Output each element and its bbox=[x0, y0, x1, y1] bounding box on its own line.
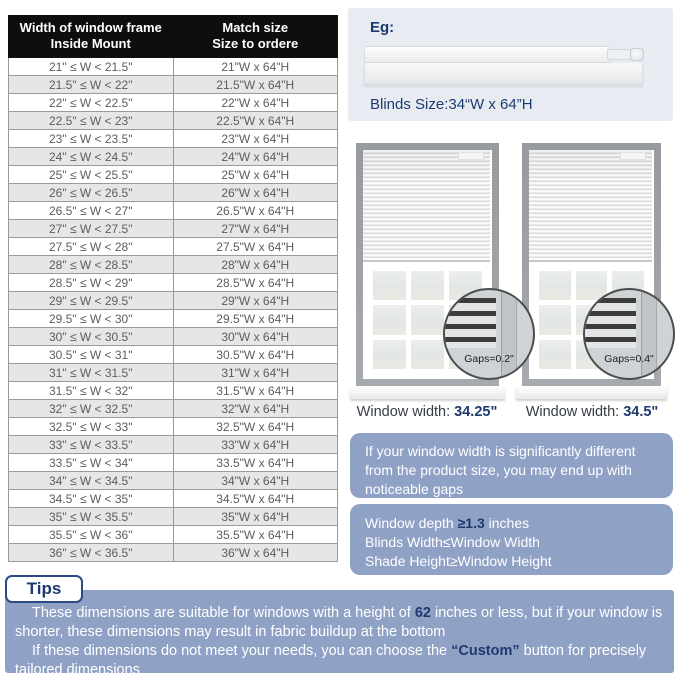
header-row bbox=[9, 16, 338, 58]
size-chart bbox=[8, 15, 338, 562]
width-range-cell: 33" ≤ W < 33.5" bbox=[9, 436, 174, 454]
caption-value: 34.25" bbox=[454, 404, 498, 420]
width-range-cell: 21" ≤ W < 21.5" bbox=[9, 58, 174, 76]
requirement-shade-height: Shade Height≥Window Height bbox=[365, 553, 552, 569]
window-sill bbox=[350, 386, 505, 399]
match-size-cell: 26.5"W x 64"H bbox=[173, 202, 338, 220]
match-size-cell: 24"W x 64"H bbox=[173, 148, 338, 166]
width-range-cell: 26" ≤ W < 26.5" bbox=[9, 184, 174, 202]
example-box bbox=[348, 8, 673, 121]
header-col1-line2: Inside Mount bbox=[50, 36, 131, 51]
magnified-shade-edge bbox=[443, 298, 496, 348]
requirements-box bbox=[350, 504, 673, 575]
size-table-header bbox=[9, 16, 338, 58]
match-size-cell: 27"W x 64"H bbox=[173, 220, 338, 238]
headrail-tension-knob bbox=[630, 48, 644, 61]
width-range-cell: 22.5" ≤ W < 23" bbox=[9, 112, 174, 130]
table-row bbox=[9, 130, 338, 148]
window-caption-2 bbox=[517, 404, 667, 420]
width-range-cell: 31" ≤ W < 31.5" bbox=[9, 364, 174, 382]
table-row bbox=[9, 436, 338, 454]
table-row bbox=[9, 238, 338, 256]
width-range-cell: 24" ≤ W < 24.5" bbox=[9, 148, 174, 166]
match-size-cell: 30.5"W x 64"H bbox=[173, 346, 338, 364]
width-range-cell: 32" ≤ W < 32.5" bbox=[9, 400, 174, 418]
match-size-cell: 36"W x 64"H bbox=[173, 544, 338, 562]
match-size-cell: 33.5"W x 64"H bbox=[173, 454, 338, 472]
requirement-blinds-width: Blinds Width≤Window Width bbox=[365, 534, 540, 550]
headrail-end-cap bbox=[607, 49, 631, 60]
width-range-cell: 22" ≤ W < 22.5" bbox=[9, 94, 174, 112]
width-range-cell: 30.5" ≤ W < 31" bbox=[9, 346, 174, 364]
tips-box bbox=[5, 590, 674, 678]
size-table bbox=[8, 15, 338, 562]
width-range-cell: 27" ≤ W < 27.5" bbox=[9, 220, 174, 238]
match-size-cell: 21.5"W x 64"H bbox=[173, 76, 338, 94]
width-range-cell: 25" ≤ W < 25.5" bbox=[9, 166, 174, 184]
match-size-cell: 29.5"W x 64"H bbox=[173, 310, 338, 328]
match-size-cell: 21"W x 64"H bbox=[173, 58, 338, 76]
table-row bbox=[9, 472, 338, 490]
window-sill bbox=[516, 386, 667, 399]
table-row bbox=[9, 310, 338, 328]
table-row bbox=[9, 346, 338, 364]
match-size-cell: 31.5"W x 64"H bbox=[173, 382, 338, 400]
match-size-cell: 34"W x 64"H bbox=[173, 472, 338, 490]
table-row bbox=[9, 184, 338, 202]
table-row bbox=[9, 94, 338, 112]
header-width-of-window-frame bbox=[9, 16, 174, 58]
headrail-fabric-stack bbox=[364, 63, 643, 85]
table-row bbox=[9, 58, 338, 76]
table-row bbox=[9, 112, 338, 130]
width-range-cell: 34.5" ≤ W < 35" bbox=[9, 490, 174, 508]
tips-badge: Tips bbox=[5, 575, 83, 603]
gap-warning-box: If your window width is significantly different from the product size, you may end up with noticeable gaps bbox=[350, 433, 673, 498]
match-size-cell: 32"W x 64"H bbox=[173, 400, 338, 418]
table-row bbox=[9, 400, 338, 418]
table-row bbox=[9, 382, 338, 400]
table-row bbox=[9, 274, 338, 292]
match-size-cell: 22"W x 64"H bbox=[173, 94, 338, 112]
gap-magnifier-1 bbox=[443, 288, 535, 380]
magnified-shade-edge bbox=[583, 298, 636, 348]
header-col2-line1: Match size bbox=[222, 20, 289, 35]
blinds-size-text: Blinds Size:34“W x 64”H bbox=[370, 96, 533, 113]
table-row bbox=[9, 166, 338, 184]
header-match-size bbox=[173, 16, 338, 58]
window-caption-1 bbox=[347, 404, 507, 420]
size-table-body bbox=[9, 58, 338, 562]
table-row bbox=[9, 490, 338, 508]
caption-prefix: Window width: bbox=[356, 404, 455, 420]
table-row bbox=[9, 76, 338, 94]
gap-label-1: Gaps=0.2" bbox=[464, 353, 514, 365]
width-range-cell: 28" ≤ W < 28.5" bbox=[9, 256, 174, 274]
match-size-cell: 29"W x 64"H bbox=[173, 292, 338, 310]
table-row bbox=[9, 526, 338, 544]
match-size-cell: 32.5"W x 64"H bbox=[173, 418, 338, 436]
table-row bbox=[9, 220, 338, 238]
headrail-top-bar bbox=[364, 46, 611, 63]
tips-paragraph-1: These dimensions are suitable for windows with a height of 62 inches or less, but if your window is shorter, these dimensions may result in fabric buildup at the bottom bbox=[15, 605, 663, 640]
caption-value: 34.5" bbox=[623, 404, 659, 420]
match-size-cell: 26"W x 64"H bbox=[173, 184, 338, 202]
width-range-cell: 35.5" ≤ W < 36" bbox=[9, 526, 174, 544]
width-range-cell: 29" ≤ W < 29.5" bbox=[9, 292, 174, 310]
table-row bbox=[9, 148, 338, 166]
width-range-cell: 34" ≤ W < 34.5" bbox=[9, 472, 174, 490]
match-size-cell: 23"W x 64"H bbox=[173, 130, 338, 148]
width-range-cell: 27.5" ≤ W < 28" bbox=[9, 238, 174, 256]
header-col2-line2: Size to ordere bbox=[212, 36, 299, 51]
header-col1-line1: Width of window frame bbox=[19, 20, 162, 35]
caption-prefix: Window width: bbox=[525, 404, 624, 420]
blinds-headrail-image bbox=[364, 46, 657, 88]
match-size-cell: 22.5"W x 64"H bbox=[173, 112, 338, 130]
table-row bbox=[9, 454, 338, 472]
match-size-cell: 28"W x 64"H bbox=[173, 256, 338, 274]
match-size-cell: 28.5"W x 64"H bbox=[173, 274, 338, 292]
tips-paragraph-2: If these dimensions do not meet your needs, you can choose the “Custom” button for precisely tailored dimensions bbox=[15, 643, 647, 678]
table-row bbox=[9, 508, 338, 526]
width-range-cell: 33.5" ≤ W < 34" bbox=[9, 454, 174, 472]
width-range-cell: 23" ≤ W < 23.5" bbox=[9, 130, 174, 148]
match-size-cell: 35.5"W x 64"H bbox=[173, 526, 338, 544]
gap-magnifier-2 bbox=[583, 288, 675, 380]
requirement-window-depth: Window depth ≥1.3 inches bbox=[365, 515, 530, 531]
shade-handle-tab bbox=[458, 152, 484, 160]
table-row bbox=[9, 202, 338, 220]
match-size-cell: 31"W x 64"H bbox=[173, 364, 338, 382]
example-label: Eg: bbox=[370, 19, 395, 36]
table-row bbox=[9, 292, 338, 310]
width-range-cell: 28.5" ≤ W < 29" bbox=[9, 274, 174, 292]
match-size-cell: 27.5"W x 64"H bbox=[173, 238, 338, 256]
table-row bbox=[9, 256, 338, 274]
width-range-cell: 36" ≤ W < 36.5" bbox=[9, 544, 174, 562]
width-range-cell: 30" ≤ W < 30.5" bbox=[9, 328, 174, 346]
table-row bbox=[9, 418, 338, 436]
table-row bbox=[9, 364, 338, 382]
match-size-cell: 35"W x 64"H bbox=[173, 508, 338, 526]
window-figure-1 bbox=[356, 143, 514, 386]
window-figure-2 bbox=[522, 143, 661, 386]
gap-label-2: Gaps=0.4" bbox=[604, 353, 654, 365]
width-range-cell: 26.5" ≤ W < 27" bbox=[9, 202, 174, 220]
width-range-cell: 29.5" ≤ W < 30" bbox=[9, 310, 174, 328]
width-range-cell: 32.5" ≤ W < 33" bbox=[9, 418, 174, 436]
match-size-cell: 34.5"W x 64"H bbox=[173, 490, 338, 508]
match-size-cell: 30"W x 64"H bbox=[173, 328, 338, 346]
match-size-cell: 25"W x 64"H bbox=[173, 166, 338, 184]
table-row bbox=[9, 544, 338, 562]
width-range-cell: 31.5" ≤ W < 32" bbox=[9, 382, 174, 400]
width-range-cell: 21.5" ≤ W < 22" bbox=[9, 76, 174, 94]
cellular-shade bbox=[529, 150, 652, 262]
cellular-shade bbox=[363, 150, 490, 262]
match-size-cell: 33"W x 64"H bbox=[173, 436, 338, 454]
table-row bbox=[9, 328, 338, 346]
width-range-cell: 35" ≤ W < 35.5" bbox=[9, 508, 174, 526]
shade-handle-tab bbox=[620, 152, 646, 160]
